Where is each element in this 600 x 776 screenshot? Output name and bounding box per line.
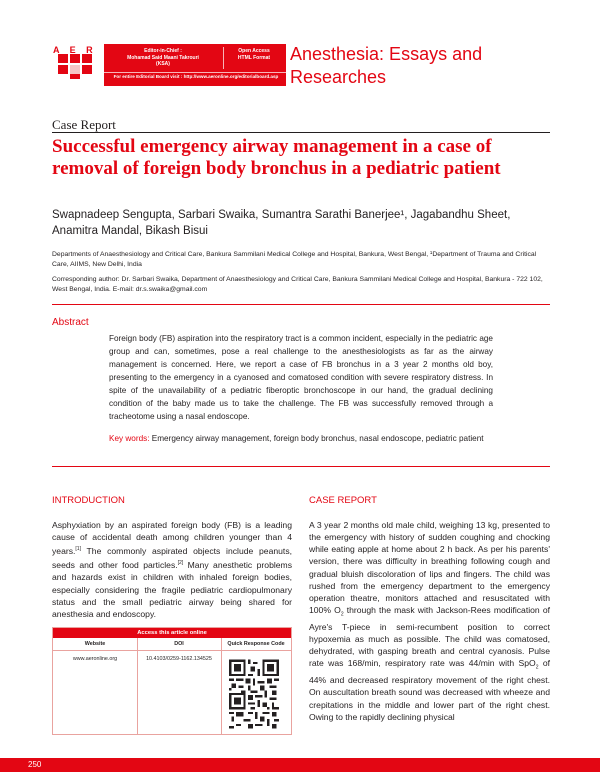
logo-letters: A E R <box>53 45 97 55</box>
banner-divider-horizontal <box>104 72 286 73</box>
open-access-label: Open Access <box>238 48 270 54</box>
case-text-3: of 44% and decreased respiratory movement of the right chest. On auscultation breath sound was decreased with wheeze and crepitations in the middle and lower part of the right chest. Owing to the rapidly declining physical <box>309 658 551 722</box>
keywords-text: Emergency airway management, foreign body bronchus, nasal endoscope, pediatric patient <box>149 434 484 443</box>
header-rule <box>52 132 550 133</box>
website-column-header: Website <box>84 641 106 647</box>
access-heading: Access this article online <box>53 628 291 638</box>
html-format-label: HTML Format <box>237 54 271 61</box>
case-text-2: through the mask with Jackson-Rees modification of Ayre's T-piece in semi-recumbent position to correct hypoxemia as much as possible. The child was comatosed, dehydrated, with gasping breath and central cyanosis. Pulse rate was 168/min, respiratory rate was 44/min with SpO <box>309 605 550 669</box>
board-label: For entire Editorial Board visit : <box>113 74 183 79</box>
author-list: Swapnadeep Sengupta, Sarbari Swaika, Sumantra Sarathi Banerjee¹, Jagabandhu Sheet, Anamitra Mandal, Bikash Bisui <box>52 209 511 237</box>
access-col-divider <box>137 638 138 734</box>
journal-name: Anesthesia: Essays and Researches <box>290 44 483 87</box>
article-title: Successful emergency airway management in a case of removal of foreign body bronchus in a pediatric patient <box>52 136 501 179</box>
intro-text-2: The commonly aspirated objects include peanuts, seeds and other food particles. <box>52 546 292 571</box>
access-row-divider <box>53 650 291 651</box>
case-report-heading: CASE REPORT <box>309 495 377 506</box>
case-report-paragraph <box>309 519 550 723</box>
citation-1[interactable]: [1] <box>75 546 81 553</box>
correspondence-label: Corresponding author: <box>52 276 120 283</box>
intro-paragraph <box>52 519 292 620</box>
editorial-banner <box>104 44 286 86</box>
subscript-spo2: 2 <box>535 665 539 672</box>
abstract-bottom-rule <box>52 466 550 467</box>
editor-country: (KSA) <box>156 61 170 67</box>
qr-code-icon[interactable] <box>229 658 279 730</box>
abstract-top-rule <box>52 304 550 305</box>
editor-name: Mohamad Said Maani Takrouri <box>127 54 199 61</box>
website-link[interactable]: www.aeronline.org <box>72 656 118 662</box>
editor-label: Editor-in-Chief : <box>144 48 182 54</box>
footer-bar <box>0 758 600 772</box>
subscript-o2: 2 <box>340 611 344 618</box>
correspondence <box>52 275 550 295</box>
open-access-info <box>224 48 284 61</box>
editorial-board-line <box>106 74 286 80</box>
affiliations: Departments of Anaesthesiology and Critical Care, Bankura Sammilani Medical College and Hospital, Bankura, West Bengal, ¹Department of Trauma and Critical Care, AIIMS, New Delhi, India <box>52 251 537 268</box>
keywords-label: Key words: <box>109 434 150 443</box>
intro-text-3: Many anesthetic problems and hazards exist in children with inhaled foreign bodies, especially considering the fragile pediatric cardiopulmonary status and the small pediatric airway being shared for anesthesia and endoscopy. <box>52 560 292 619</box>
citation-2[interactable]: [2] <box>177 560 184 567</box>
doi-value[interactable]: 10.4103/0259-1162.134525 <box>146 656 212 662</box>
board-link[interactable]: http://www.aeronline.org/editorialboard.asp <box>183 74 279 79</box>
editor-info <box>104 48 222 68</box>
abstract-heading: Abstract <box>52 317 89 328</box>
access-col-divider <box>221 638 222 734</box>
qr-column-header: Quick Response Code <box>227 641 285 647</box>
intro-text-1: Asphyxiation by an aspirated foreign body (FB) is a leading cause of accidental death among children younger than 4 years. <box>52 520 292 557</box>
intro-heading: INTRODUCTION <box>52 495 125 506</box>
access-article-box <box>52 627 292 735</box>
doi-column-header: DOI <box>174 641 184 647</box>
abstract-text: Foreign body (FB) aspiration into the respiratory tract is a common incident, especially in the pediatric age group and can, sometimes, pose a real challenge to the anesthesiologists as far as the airway management is concerned. Here, we report a case of FB bronchus in a 3 year 2 months old boy, presenting to the emergency in a cyanosed and comatosed condition with severe respiratory distress. In spite of the unavailability of a pediatric fiberoptic bronchoscope in our hand, the gradual declining condition of the baby made us to take the challenge. The FB was successfully removed through a tracheotome using a nasal endoscope. <box>109 334 493 421</box>
page-number: 250 <box>28 760 42 769</box>
keywords <box>109 432 493 445</box>
correspondence-text: Dr. Sarbari Swaika, Department of Anaesthesiology and Critical Care, Bankura Sammilani Medical College and Hospital, Bankura - 722 102, West Bengal, India. E-mail: dr.s.swaika@gmail.com <box>52 276 543 293</box>
case-text-1: A 3 year 2 months old male child, weighing 13 kg, presented to the emergency with history of sudden coughing and chocking while eating apple at home about 2 h back. As per his parents' version, there was difficulty in breathing following cough and gradual bluish discoloration of lips and fingers. The child was rushed from the emergency department to the emergency operation theatre, monitors attached and resuscitated with 100% O <box>309 520 550 616</box>
section-type: Case Report <box>52 117 116 132</box>
